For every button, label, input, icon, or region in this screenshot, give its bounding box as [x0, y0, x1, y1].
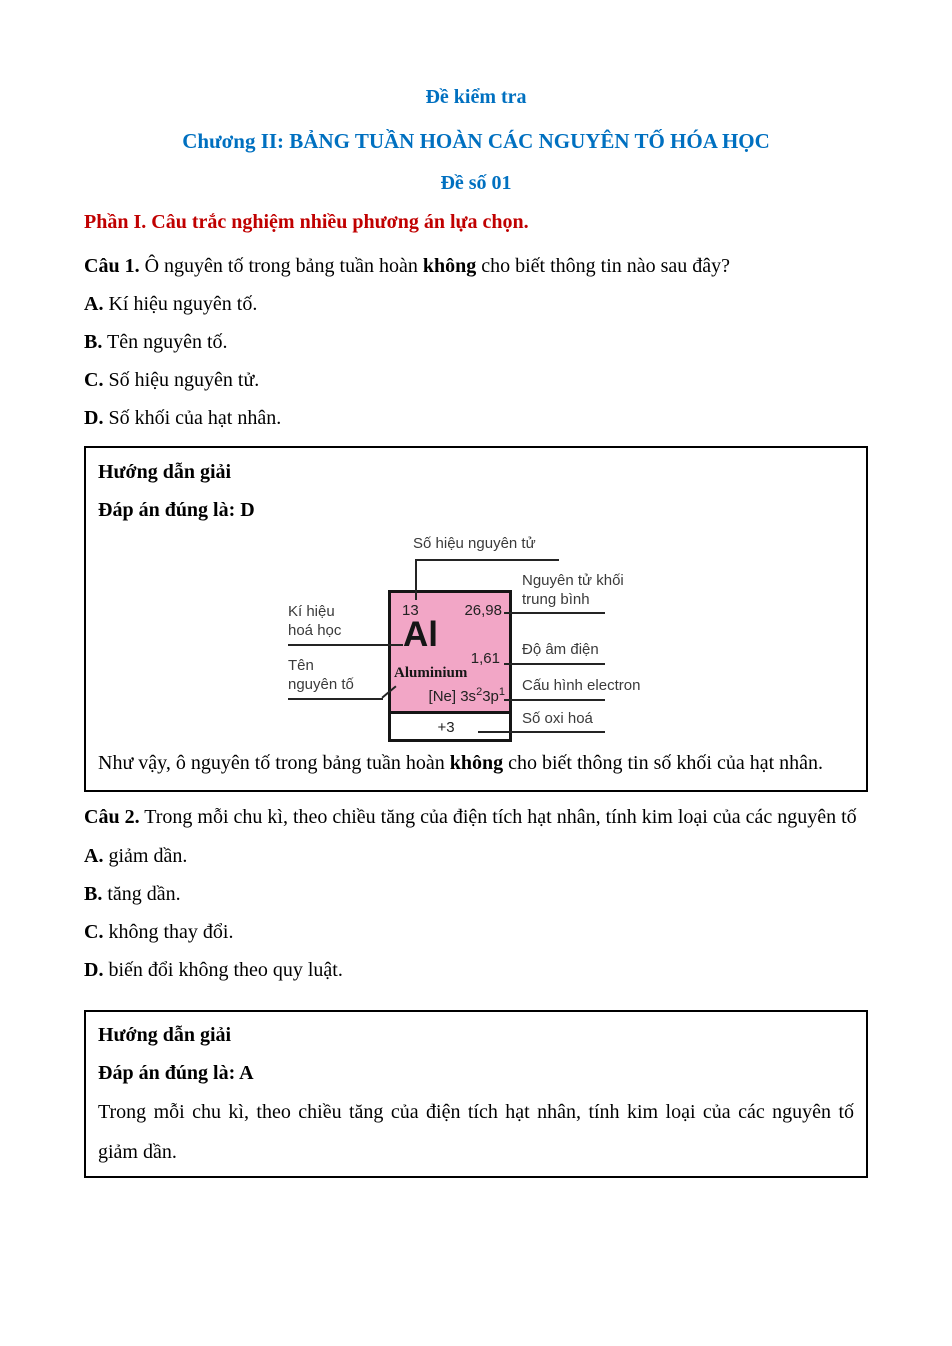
- q2-option-d-text: biến đổi không theo quy luật.: [108, 959, 343, 981]
- q1-option-b: [84, 323, 868, 361]
- question-2-text: Trong mỗi chu kì, theo chiều tăng của điện tích hạt nhân, tính kim loại của các nguyên tố: [144, 806, 857, 828]
- q1-option-a-text: Kí hiệu nguyên tố.: [108, 293, 258, 315]
- solution-box-1: [84, 446, 868, 792]
- symbol-label: [288, 602, 341, 640]
- mass-label-line2: trung bình: [522, 591, 590, 608]
- q2-option-b-text: tăng dần.: [107, 883, 181, 905]
- solution-1-conclusion-bold: không: [449, 752, 504, 774]
- oxidation-strip: [391, 711, 509, 739]
- q2-option-b-label: B.: [84, 883, 103, 905]
- mass-label: [522, 571, 624, 609]
- solution-1-answer: Đáp án đúng là: D: [98, 499, 255, 521]
- config-sup-1: 2: [476, 686, 483, 698]
- question-1-text-after: cho biết thông tin nào sau đây?: [481, 255, 731, 277]
- connector-line-atomic-number-vertical: [415, 559, 417, 600]
- atomic-number-value: 13: [402, 602, 419, 619]
- q1-option-a: [84, 285, 868, 323]
- q2-option-a-label: A.: [84, 845, 104, 867]
- config-sup-2: 1: [498, 686, 505, 698]
- electronegativity-value: 1,61: [470, 650, 500, 667]
- config-base-1: [Ne] 3s: [428, 688, 477, 705]
- q1-option-c: [84, 361, 868, 399]
- solution-2-heading: Hướng dẫn giải: [98, 1024, 232, 1046]
- connector-line-mass: [504, 612, 605, 614]
- mass-label-line1: Nguyên tử khối: [522, 572, 624, 589]
- symbol-label-line1: Kí hiệu: [288, 603, 335, 620]
- name-label: [288, 656, 354, 694]
- q2-option-c-text: không thay đổi.: [108, 921, 234, 943]
- connector-line-atomic-number-horizontal: [415, 559, 559, 561]
- section-heading: Phần I. Câu trắc nghiệm nhiều phương án lựa chọn.: [84, 211, 529, 233]
- electron-config-label: Cấu hình electron: [522, 677, 641, 694]
- name-label-line2: nguyên tố: [288, 676, 354, 693]
- q2-option-a: [84, 837, 868, 875]
- solution-2-answer: Đáp án đúng là: A: [98, 1062, 254, 1084]
- q2-option-c-label: C.: [84, 921, 104, 943]
- question-1-label: Câu 1.: [84, 255, 140, 277]
- connector-line-config: [504, 699, 605, 701]
- question-2-label: Câu 2.: [84, 806, 140, 828]
- config-base-2: 3p: [482, 688, 499, 705]
- connector-line-symbol: [288, 644, 403, 646]
- solution-2-text: Trong mỗi chu kì, theo chiều tăng của điện tích hạt nhân, tính kim loại của các nguyên tố giảm dần.: [98, 1101, 854, 1163]
- chapter-title: Chương II: BẢNG TUẦN HOÀN CÁC NGUYÊN TỐ HÓA HỌC: [182, 129, 770, 153]
- element-symbol: Al: [403, 615, 438, 654]
- question-1-bold-word: không: [422, 255, 477, 277]
- oxidation-label: Số oxi hoá: [522, 710, 593, 727]
- q2-option-d: [84, 951, 868, 989]
- symbol-label-line2: hoá học: [288, 622, 342, 639]
- solution-1-conclusion-before: Như vậy, ô nguyên tố trong bảng tuần hoàn: [98, 752, 445, 774]
- doc-title: Đề kiểm tra: [425, 86, 527, 108]
- question-2: [84, 797, 868, 837]
- q1-option-b-text: Tên nguyên tố.: [106, 331, 228, 353]
- q1-option-d-label: D.: [84, 407, 104, 429]
- electron-config-value: [429, 686, 505, 705]
- q1-option-d-text: Số khối của hạt nhân.: [108, 407, 282, 429]
- question-1: [84, 247, 868, 285]
- element-cell-diagram: [282, 532, 694, 738]
- q1-option-a-label: A.: [84, 293, 104, 315]
- solution-1-conclusion-after: cho biết thông tin số khối của hạt nhân.: [508, 752, 824, 774]
- q2-option-d-label: D.: [84, 959, 104, 981]
- question-1-text-before: Ô nguyên tố trong bảng tuần hoàn: [144, 255, 418, 277]
- solution-box-2: [84, 1010, 868, 1178]
- solution-1-conclusion: [98, 743, 854, 783]
- connector-line-oxidation: [478, 731, 605, 733]
- solution-1-heading: Hướng dẫn giải: [98, 461, 232, 483]
- element-name: Aluminium: [394, 665, 468, 681]
- oxidation-value: +3: [437, 719, 455, 736]
- atomic-mass-value: 26,98: [464, 602, 502, 619]
- atomic-number-label: Số hiệu nguyên tử: [413, 535, 536, 552]
- element-cell: [388, 590, 512, 742]
- q1-option-c-label: C.: [84, 369, 104, 391]
- q2-option-b: [84, 875, 868, 913]
- q2-option-a-text: giảm dần.: [108, 845, 188, 867]
- exam-number: Đề số 01: [440, 172, 512, 194]
- q1-option-b-label: B.: [84, 331, 103, 353]
- q1-option-c-text: Số hiệu nguyên tử.: [108, 369, 260, 391]
- electronegativity-label: Độ âm điện: [522, 641, 599, 658]
- q1-option-d: [84, 399, 868, 437]
- connector-line-name: [288, 698, 383, 700]
- q2-option-c: [84, 913, 868, 951]
- connector-line-electronegativity: [504, 663, 605, 665]
- name-label-line1: Tên: [288, 657, 314, 674]
